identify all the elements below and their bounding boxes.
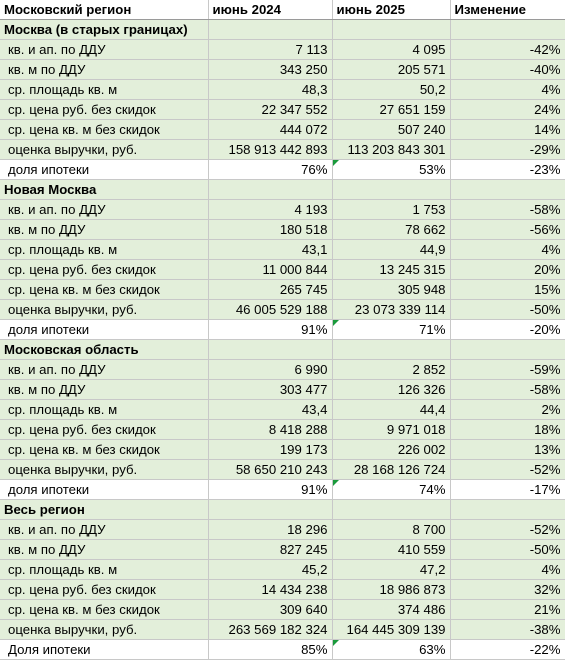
empty-cell[interactable] (332, 500, 450, 520)
table-row (0, 420, 565, 440)
value-change[interactable]: 13% (450, 440, 565, 460)
value-2024[interactable]: 22 347 552 (208, 100, 332, 120)
value-2024[interactable]: 199 173 (208, 440, 332, 460)
value-2024[interactable]: 91% (208, 320, 332, 340)
row-label[interactable]: ср. цена руб. без скидок (0, 260, 208, 280)
row-label[interactable]: ср. цена руб. без скидок (0, 420, 208, 440)
value-2025[interactable]: 50,2 (332, 80, 450, 100)
value-2024[interactable]: 43,1 (208, 240, 332, 260)
table-row (0, 160, 565, 180)
table-row (0, 280, 565, 300)
row-label[interactable]: ср. площадь кв. м (0, 80, 208, 100)
table-row (0, 120, 565, 140)
table-row (0, 140, 565, 160)
row-label[interactable]: кв. м по ДДУ (0, 220, 208, 240)
value-change[interactable]: -23% (450, 160, 565, 180)
table-row (0, 400, 565, 420)
row-label[interactable]: ср. цена кв. м без скидок (0, 440, 208, 460)
table-row (0, 320, 565, 340)
value-2024[interactable]: 265 745 (208, 280, 332, 300)
table-row (0, 100, 565, 120)
header-change[interactable]: Изменение (450, 0, 565, 20)
table-row (0, 380, 565, 400)
row-label[interactable]: ср. площадь кв. м (0, 400, 208, 420)
row-label[interactable]: ср. цена руб. без скидок (0, 580, 208, 600)
empty-cell[interactable] (208, 500, 332, 520)
value-change[interactable]: -20% (450, 320, 565, 340)
value-2025[interactable]: 226 002 (332, 440, 450, 460)
row-label[interactable]: ср. площадь кв. м (0, 240, 208, 260)
header-june-2024[interactable]: июнь 2024 (208, 0, 332, 20)
empty-cell[interactable] (332, 20, 450, 40)
value-2024[interactable]: 343 250 (208, 60, 332, 80)
value-2024[interactable]: 180 518 (208, 220, 332, 240)
value-2024[interactable]: 11 000 844 (208, 260, 332, 280)
value-2024[interactable]: 18 296 (208, 520, 332, 540)
value-2025[interactable]: 164 445 309 139 (332, 620, 450, 640)
table-body (0, 20, 565, 660)
value-2024[interactable]: 309 640 (208, 600, 332, 620)
empty-cell[interactable] (332, 340, 450, 360)
table-row (0, 80, 565, 100)
row-label[interactable]: кв. и ап. по ДДУ (0, 200, 208, 220)
row-label[interactable]: оценка выручки, руб. (0, 140, 208, 160)
value-2024[interactable]: 827 245 (208, 540, 332, 560)
row-label[interactable]: оценка выручки, руб. (0, 300, 208, 320)
value-2024[interactable]: 8 418 288 (208, 420, 332, 440)
row-label[interactable]: оценка выручки, руб. (0, 620, 208, 640)
value-2025[interactable]: 44,4 (332, 400, 450, 420)
value-2024[interactable]: 7 113 (208, 40, 332, 60)
table-row (0, 620, 565, 640)
value-2025[interactable]: 13 245 315 (332, 260, 450, 280)
value-change[interactable]: 18% (450, 420, 565, 440)
value-change[interactable]: -58% (450, 380, 565, 400)
table-row (0, 480, 565, 500)
value-2025[interactable]: 47,2 (332, 560, 450, 580)
row-label[interactable]: кв. м по ДДУ (0, 380, 208, 400)
value-change[interactable]: -29% (450, 140, 565, 160)
value-2025[interactable]: 305 948 (332, 280, 450, 300)
section-row (0, 180, 565, 200)
table-row (0, 300, 565, 320)
row-label[interactable]: кв. и ап. по ДДУ (0, 40, 208, 60)
value-change[interactable]: -40% (450, 60, 565, 80)
value-change[interactable]: -50% (450, 540, 565, 560)
value-2025[interactable]: 507 240 (332, 120, 450, 140)
value-2025[interactable]: 18 986 873 (332, 580, 450, 600)
empty-cell[interactable] (208, 180, 332, 200)
value-2025[interactable]: 78 662 (332, 220, 450, 240)
section-title[interactable]: Весь регион (0, 500, 208, 520)
row-label[interactable]: доля ипотеки (0, 480, 208, 500)
section-row (0, 20, 565, 40)
value-2024[interactable]: 303 477 (208, 380, 332, 400)
value-change[interactable]: -58% (450, 200, 565, 220)
empty-cell[interactable] (208, 340, 332, 360)
value-2025[interactable]: 71% (332, 320, 450, 340)
value-2025[interactable]: 8 700 (332, 520, 450, 540)
header-row (0, 0, 565, 20)
value-2025[interactable]: 9 971 018 (332, 420, 450, 440)
row-label[interactable]: кв. и ап. по ДДУ (0, 520, 208, 540)
table-row (0, 60, 565, 80)
table-row (0, 360, 565, 380)
value-2025[interactable]: 74% (332, 480, 450, 500)
row-label[interactable]: кв. м по ДДУ (0, 60, 208, 80)
empty-cell[interactable] (450, 340, 565, 360)
value-change[interactable]: 4% (450, 240, 565, 260)
value-2025[interactable]: 1 753 (332, 200, 450, 220)
value-change[interactable]: -42% (450, 40, 565, 60)
value-2025[interactable]: 126 326 (332, 380, 450, 400)
value-2024[interactable]: 14 434 238 (208, 580, 332, 600)
section-title[interactable]: Москва (в старых границах) (0, 20, 208, 40)
header-region[interactable]: Московский регион (0, 0, 208, 20)
row-label[interactable]: Доля ипотеки (0, 640, 208, 660)
table-row (0, 520, 565, 540)
value-2024[interactable]: 6 990 (208, 360, 332, 380)
value-change[interactable]: 32% (450, 580, 565, 600)
value-2025[interactable]: 44,9 (332, 240, 450, 260)
row-label[interactable]: ср. цена кв. м без скидок (0, 280, 208, 300)
section-title[interactable]: Московская область (0, 340, 208, 360)
table-row (0, 540, 565, 560)
value-change[interactable]: -52% (450, 520, 565, 540)
value-change[interactable]: -50% (450, 300, 565, 320)
row-label[interactable]: кв. м по ДДУ (0, 540, 208, 560)
row-label[interactable]: доля ипотеки (0, 160, 208, 180)
value-2024[interactable]: 48,3 (208, 80, 332, 100)
value-2024[interactable]: 444 072 (208, 120, 332, 140)
value-2024[interactable]: 4 193 (208, 200, 332, 220)
empty-cell[interactable] (450, 20, 565, 40)
table-row (0, 640, 565, 660)
table-row (0, 440, 565, 460)
table-row (0, 260, 565, 280)
value-2025[interactable]: 2 852 (332, 360, 450, 380)
value-change[interactable]: 14% (450, 120, 565, 140)
value-2024[interactable]: 263 569 182 324 (208, 620, 332, 640)
value-2025[interactable]: 63% (332, 640, 450, 660)
empty-cell[interactable] (450, 500, 565, 520)
value-2024[interactable]: 76% (208, 160, 332, 180)
value-change[interactable]: -59% (450, 360, 565, 380)
table-row (0, 200, 565, 220)
table-row (0, 240, 565, 260)
value-change[interactable]: 2% (450, 400, 565, 420)
table-row (0, 220, 565, 240)
value-2025[interactable]: 410 559 (332, 540, 450, 560)
value-change[interactable]: -56% (450, 220, 565, 240)
value-change[interactable]: -38% (450, 620, 565, 640)
value-2025[interactable]: 4 095 (332, 40, 450, 60)
table-row (0, 600, 565, 620)
value-change[interactable]: 15% (450, 280, 565, 300)
value-change[interactable]: 21% (450, 600, 565, 620)
empty-cell[interactable] (450, 180, 565, 200)
value-change[interactable]: 4% (450, 560, 565, 580)
value-2024[interactable]: 45,2 (208, 560, 332, 580)
row-label[interactable]: ср. площадь кв. м (0, 560, 208, 580)
row-label[interactable]: оценка выручки, руб. (0, 460, 208, 480)
value-2025[interactable]: 23 073 339 114 (332, 300, 450, 320)
section-row (0, 340, 565, 360)
value-2025[interactable]: 53% (332, 160, 450, 180)
row-label[interactable]: кв. и ап. по ДДУ (0, 360, 208, 380)
row-label[interactable]: ср. цена кв. м без скидок (0, 120, 208, 140)
table-row (0, 40, 565, 60)
empty-cell[interactable] (332, 180, 450, 200)
value-2025[interactable]: 113 203 843 301 (332, 140, 450, 160)
table-row (0, 460, 565, 480)
value-2024[interactable]: 58 650 210 243 (208, 460, 332, 480)
value-2024[interactable]: 46 005 529 188 (208, 300, 332, 320)
row-label[interactable]: доля ипотеки (0, 320, 208, 340)
value-2025[interactable]: 27 651 159 (332, 100, 450, 120)
table-row (0, 560, 565, 580)
value-2024[interactable]: 91% (208, 480, 332, 500)
section-row (0, 500, 565, 520)
value-change[interactable]: -17% (450, 480, 565, 500)
value-change[interactable]: 20% (450, 260, 565, 280)
value-change[interactable]: -52% (450, 460, 565, 480)
value-2024[interactable]: 85% (208, 640, 332, 660)
table-row (0, 580, 565, 600)
value-change[interactable]: -22% (450, 640, 565, 660)
header-june-2025[interactable]: июнь 2025 (332, 0, 450, 20)
row-label[interactable]: ср. цена кв. м без скидок (0, 600, 208, 620)
value-2024[interactable]: 158 913 442 893 (208, 140, 332, 160)
row-label[interactable]: ср. цена руб. без скидок (0, 100, 208, 120)
value-2024[interactable]: 43,4 (208, 400, 332, 420)
value-2025[interactable]: 205 571 (332, 60, 450, 80)
empty-cell[interactable] (208, 20, 332, 40)
value-2025[interactable]: 28 168 126 724 (332, 460, 450, 480)
section-title[interactable]: Новая Москва (0, 180, 208, 200)
value-change[interactable]: 4% (450, 80, 565, 100)
value-change[interactable]: 24% (450, 100, 565, 120)
value-2025[interactable]: 374 486 (332, 600, 450, 620)
